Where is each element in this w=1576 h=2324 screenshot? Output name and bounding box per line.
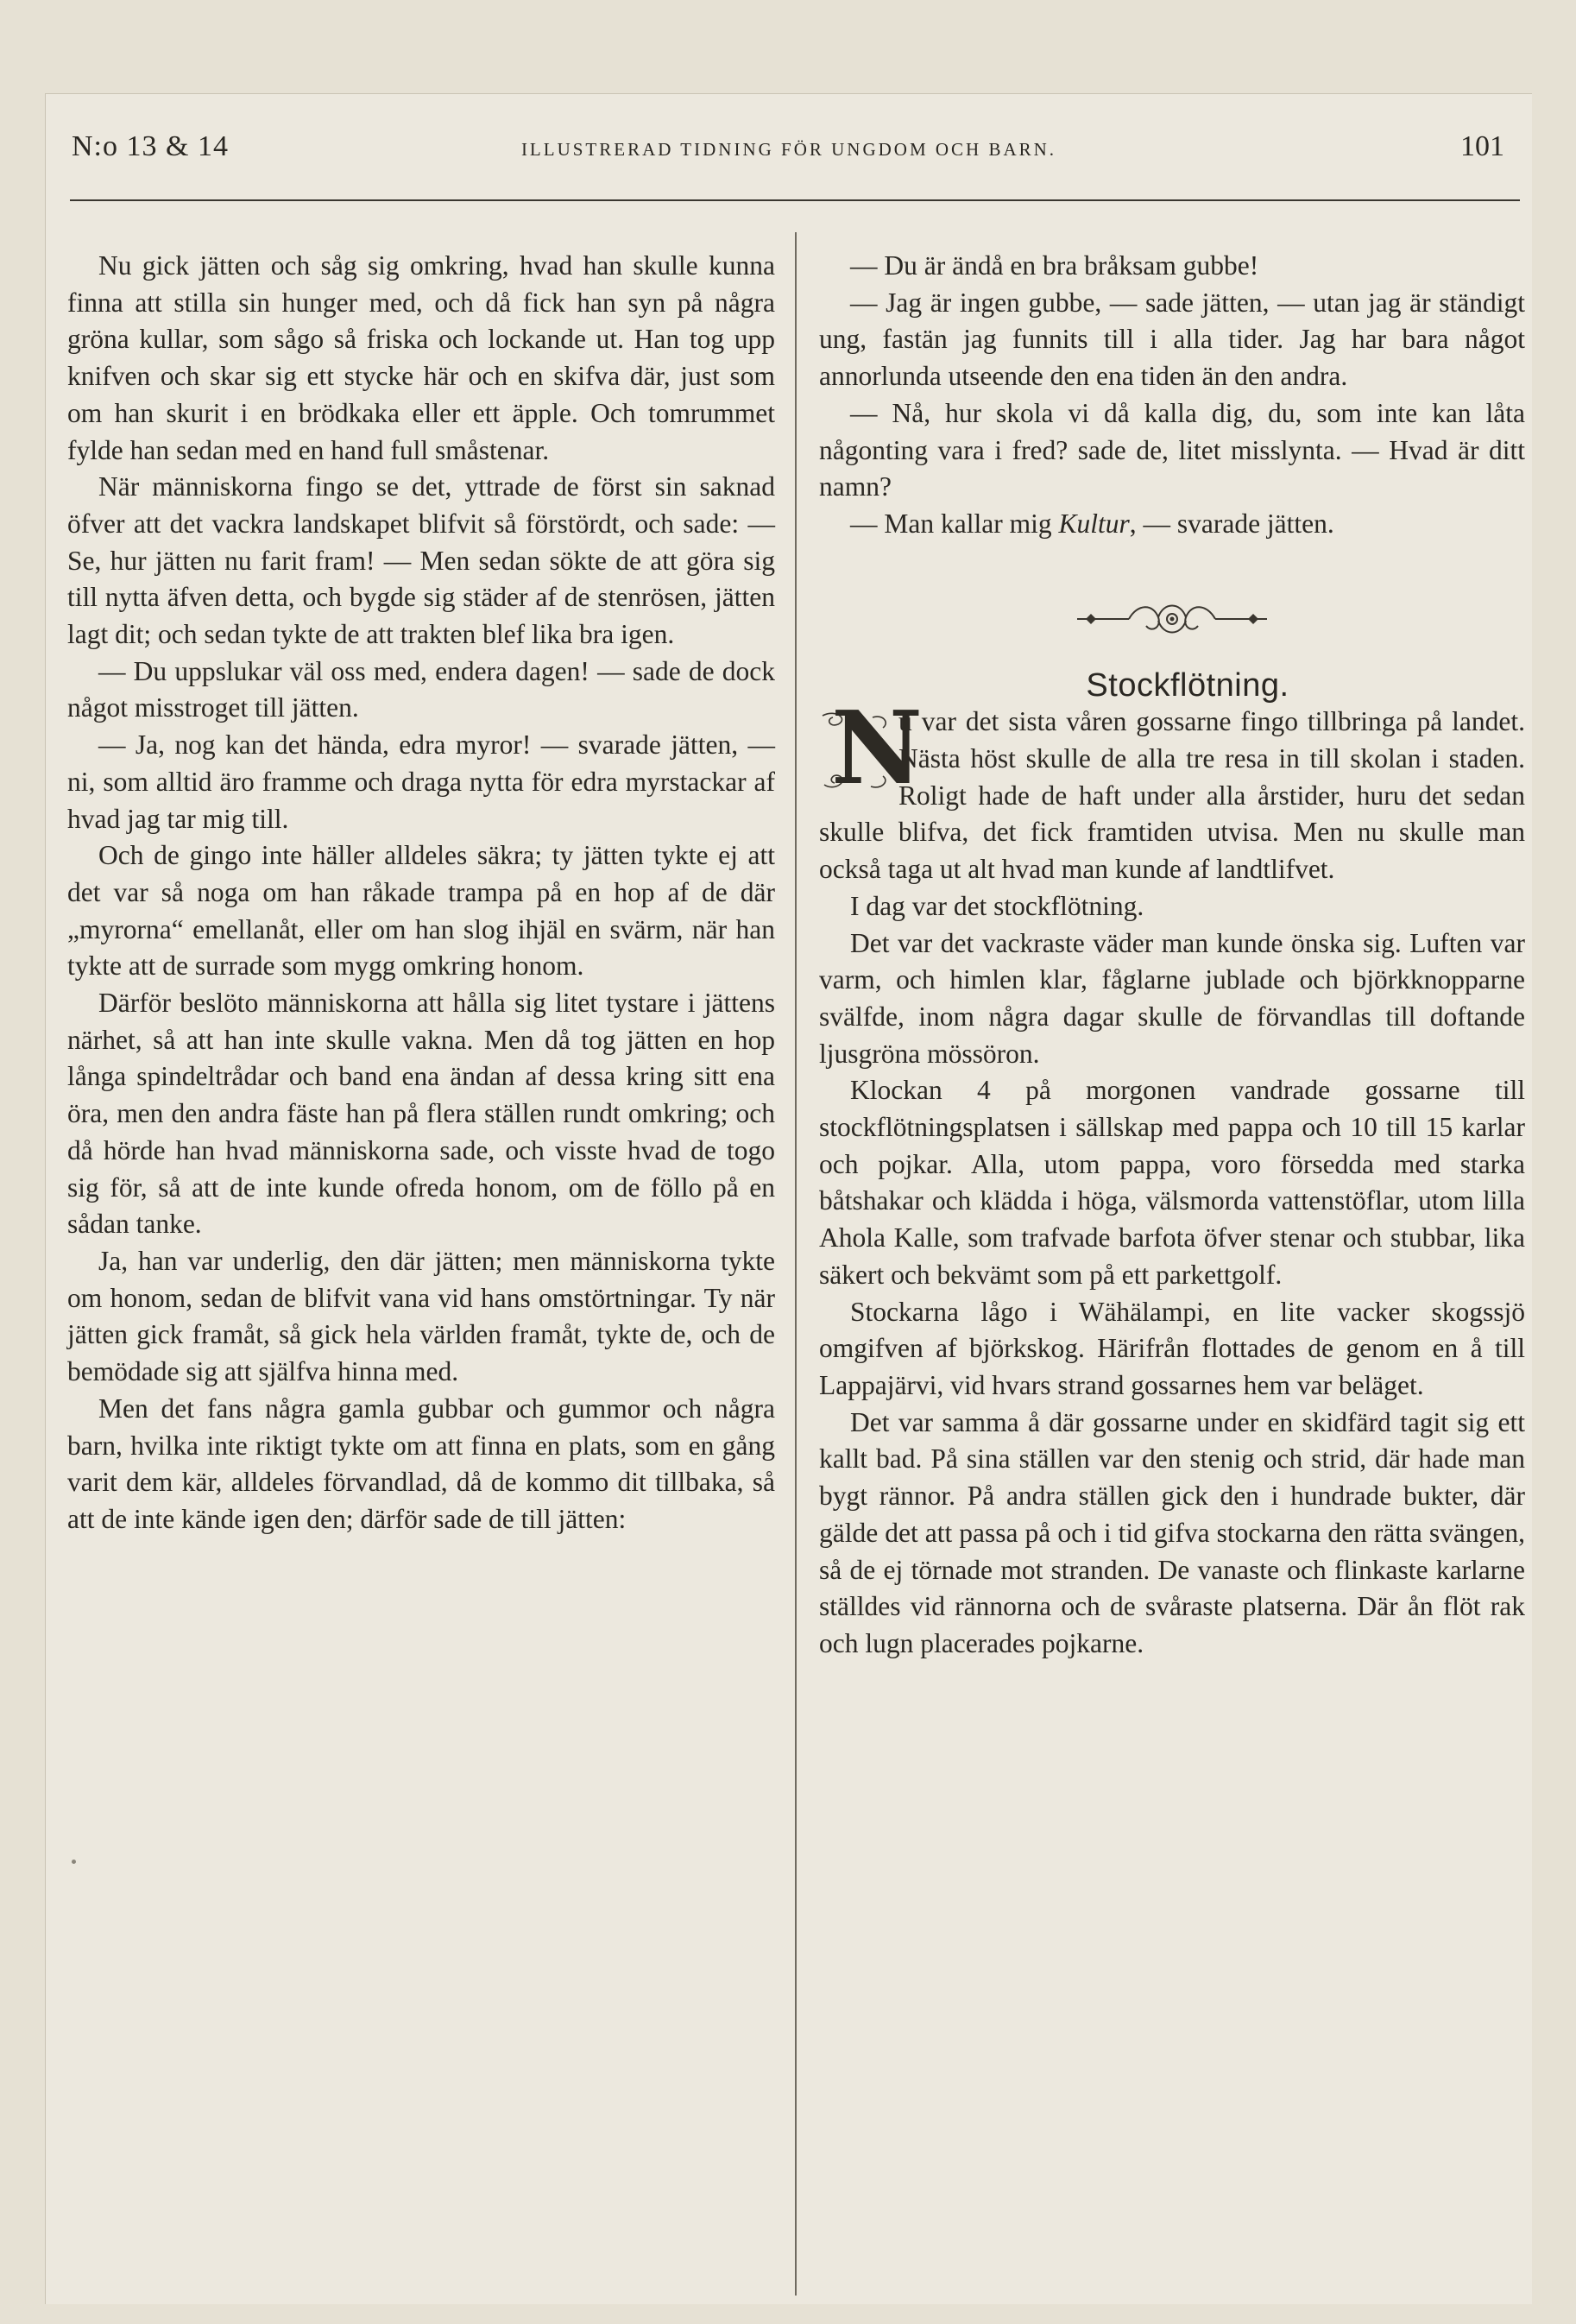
paragraph: Det var det vackraste väder man kunde önska sig. Luften var varm, och himlen klar, fåglarne jublade och björkknopparne svälfde, inom några dagar skulle de förvandlas till doftande ljusgröna mössöron. (819, 927, 1525, 1069)
left-column (67, 248, 775, 1538)
paragraph: — Nå, hur skola vi då kalla dig, du, som inte kan låta någonting vara i fred? sade de, litet misslynta. — Hvad är ditt namn? (819, 397, 1525, 502)
paragraph: Och de gingo inte häller alldeles säkra; ty jätten tykte ej att det var så noga om han råkade trampa på en hop af de där „myrorna“ emellanåt, eller om han slog ihjäl en svärm, när han tykte att de surrade som mygg omkring honom. (67, 840, 775, 982)
margin-mark (72, 1860, 76, 1864)
column-divider (795, 232, 797, 2296)
dialogue-text: — Man kallar mig (850, 508, 1059, 539)
paragraph: Klockan 4 på morgonen vandrade gossarne till stockflötningsplatsen i sällskap med pappa och 10 till 15 karlar och pojkar. Alla, utom pappa, voro försedda med starka båtshakar och klädda i höga, välsmorda vattenstöflar, utom lilla Ahola Kalle, som trafvade barfota öfver stenar och stubbar, lika säkert och bekvämt som på ett parkettgolf. (819, 1075, 1525, 1290)
header-rule (70, 199, 1520, 201)
paragraph: — Du uppslukar väl oss med, endera dagen! — sade de dock något misstroget till jätten. (67, 655, 775, 723)
paragraph: Stockarna lågo i Wähälampi, en lite vacker skogssjö omgifven af björkskog. Härifrån flottades de genom en å till Lappajärvi, vid hvars strand gossarnes hem var beläget. (819, 1296, 1525, 1400)
paragraph: Det var samma å där gossarne under en skidfärd tagit sig ett kallt bad. På sina ställen var den stenig och strid, där hade man bygt rännor. På andra ställen gick den i hundrade bukter, där gälde det att passa på och i tid gifva stockarna den rätta svängen, så de ej törnade mot stranden. De vanaste och flinkaste karlarne ställdes vid rännorna och de svåraste platserna. Där ån flöt rak och lugn placerades pojkarne. (819, 1406, 1525, 1658)
paragraph: Men det fans några gamla gubbar och gummor och några barn, hvilka inte riktigt tykte om att finna en plats, som en gång varit dem kär, alldeles förvandlad, då de kommo dit tillbaka, så att de inte kände igen den; därför sade de till jätten: (67, 1393, 775, 1534)
paragraph: När människorna fingo se det, yttrade de först sin saknad öfver att det vackra landskapet blifvit så förstördt, och sade: — Se, hur jätten nu farit fram! — Men sedan sökte de att göra sig till nytta äfven detta, och bygde sig städer af de stenrösen, jätten lagt dit; och sedan tykte de att trakten blef lika bra igen. (67, 471, 775, 650)
paragraph: — Du är ändå en bra bråksam gubbe! (850, 250, 1259, 281)
section-title: Stockflötning. (1086, 666, 1289, 704)
page-number: 101 (1460, 130, 1504, 162)
issue-number: N:o 13 & 14 (72, 130, 229, 162)
newspaper-page (45, 93, 1532, 2304)
paragraph: I dag var det stockflötning. (850, 890, 1144, 921)
paragraph: Därför beslöto människorna att hålla sig litet tystare i jättens närhet, så att han inte skulle vakna. Men då tog jätten en hop långa spindeltrådar och band ena ändan af dessa kring sitt ena öra, men den andra fäste han på flera ställen rundt omkring; och då hörde han hvad människorna sade, och visste hvad de togo sig för, så att de inte kunde ofreda honom, om de föllo på en sådan tanke. (67, 988, 775, 1240)
paragraph: Nu gick jätten och såg sig omkring, hvad han skulle kunna finna att stilla sin hunger med, och då fick han syn på några gröna kullar, som sågo så friska och lockande ut. Han tog upp knifven och skar sig ett stycke här och en skifva där, just som om han skurit i en brödkaka eller ett äpple. Och tomrummet fylde han sedan med en hand full småstenar. (67, 250, 775, 465)
page-header (46, 94, 1532, 198)
drop-cap (819, 690, 924, 808)
paragraph (819, 690, 1525, 888)
right-column (819, 248, 1525, 1663)
decorative-ornament-icon (1069, 593, 1276, 645)
dialogue-text: , — svarade jätten. (1129, 508, 1334, 539)
paragraph: — Jag är ingen gubbe, — sade jätten, — utan jag är ständigt ung, fastän jag funnits till i alla tider. Jag har bara något annorlunda utseende den ena tiden än den andra. (819, 287, 1525, 392)
giant-name: Kultur (1058, 508, 1130, 539)
drop-cap-letter: N (831, 690, 924, 808)
paragraph: Ja, han var underlig, den där jätten; men människorna tykte om honom, sedan de blifvit vana vid hans omstörtningar. Ty när jätten gick framåt, så gick hela världen framåt, tykte de, och de bemödade sig att själfva hinna med. (67, 1245, 775, 1387)
paragraph (819, 506, 1525, 543)
paragraph-text: u var det sista våren gossarne fingo tillbringa på landet. Nästa höst skulle de alla tre resa in till skolan i staden. Roligt hade de haft under alla årstider, huru det sedan skulle blifva, det fick framtiden utvisa. Men nu skulle man också taga ut alt hvad man kunde af landtlifvet. (819, 706, 1525, 885)
paragraph: — Ja, nog kan det hända, edra myror! — svarade jätten, — ni, som alltid äro framme och draga nytta för edra myrstackar af hvad jag tar mig till. (67, 729, 775, 834)
publication-title: ILLUSTRERAD TIDNING FÖR UNGDOM OCH BARN. (520, 139, 1057, 160)
